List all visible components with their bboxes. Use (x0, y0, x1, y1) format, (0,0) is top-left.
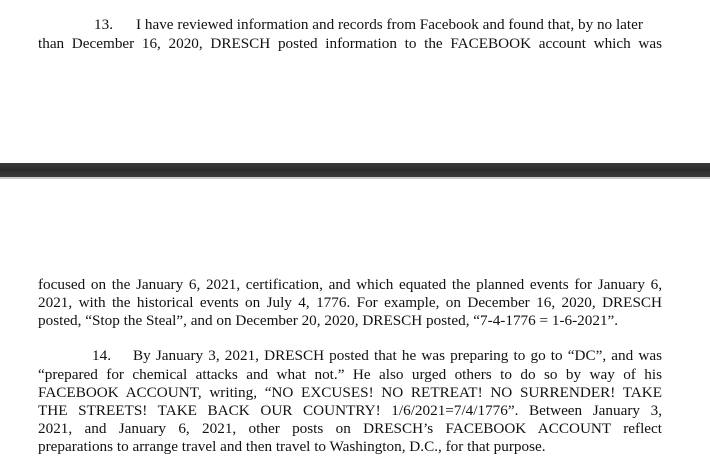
paragraph-13-line-2: than December 16, 2020, DRESCH posted information to the FACEBOOK account which was (38, 35, 662, 52)
paragraph-14-line-6: preparations to arrange travel and then travel to Washington, D.C., for that purpose. (38, 438, 546, 455)
paragraph-13-number: 13. (94, 16, 113, 33)
paragraph-14-line-4: THE STREETS! TAKE BACK OUR COUNTRY! 1/6/2021=7/4/1776”. Between January 3, (38, 402, 662, 419)
paragraph-14-line-3: FACEBOOK ACCOUNT, writing, “NO EXCUSES! NO RETREAT! NO SURRENDER! TAKE (38, 384, 662, 401)
paragraph-13-line-3: focused on the January 6, 2021, certification, and which equated the planned events for January 6, (38, 276, 662, 293)
paragraph-14-number: 14. (92, 347, 111, 364)
paragraph-13-line-1: I have reviewed information and records from Facebook and found that, by no later (136, 16, 643, 33)
page-break-divider (0, 163, 710, 177)
paragraph-14-line-2: “prepared for chemical attacks and what not.” He also urged others to do so by way of his (38, 366, 662, 383)
paragraph-14-line-5: 2021, and January 6, 2021, other posts on DRESCH’s FACEBOOK ACCOUNT reflect (38, 420, 662, 437)
paragraph-14-line-1: By January 3, 2021, DRESCH posted that he was preparing to go to “DC”, and was (133, 347, 662, 364)
paragraph-13-line-4: 2021, with the historical events on July 4, 1776. For example, on December 16, 2020, DRESCH (38, 294, 662, 311)
paragraph-13-line-5: posted, “Stop the Steal”, and on December 20, 2020, DRESCH posted, “7-4-1776 = 1-6-2021”. (38, 312, 619, 329)
